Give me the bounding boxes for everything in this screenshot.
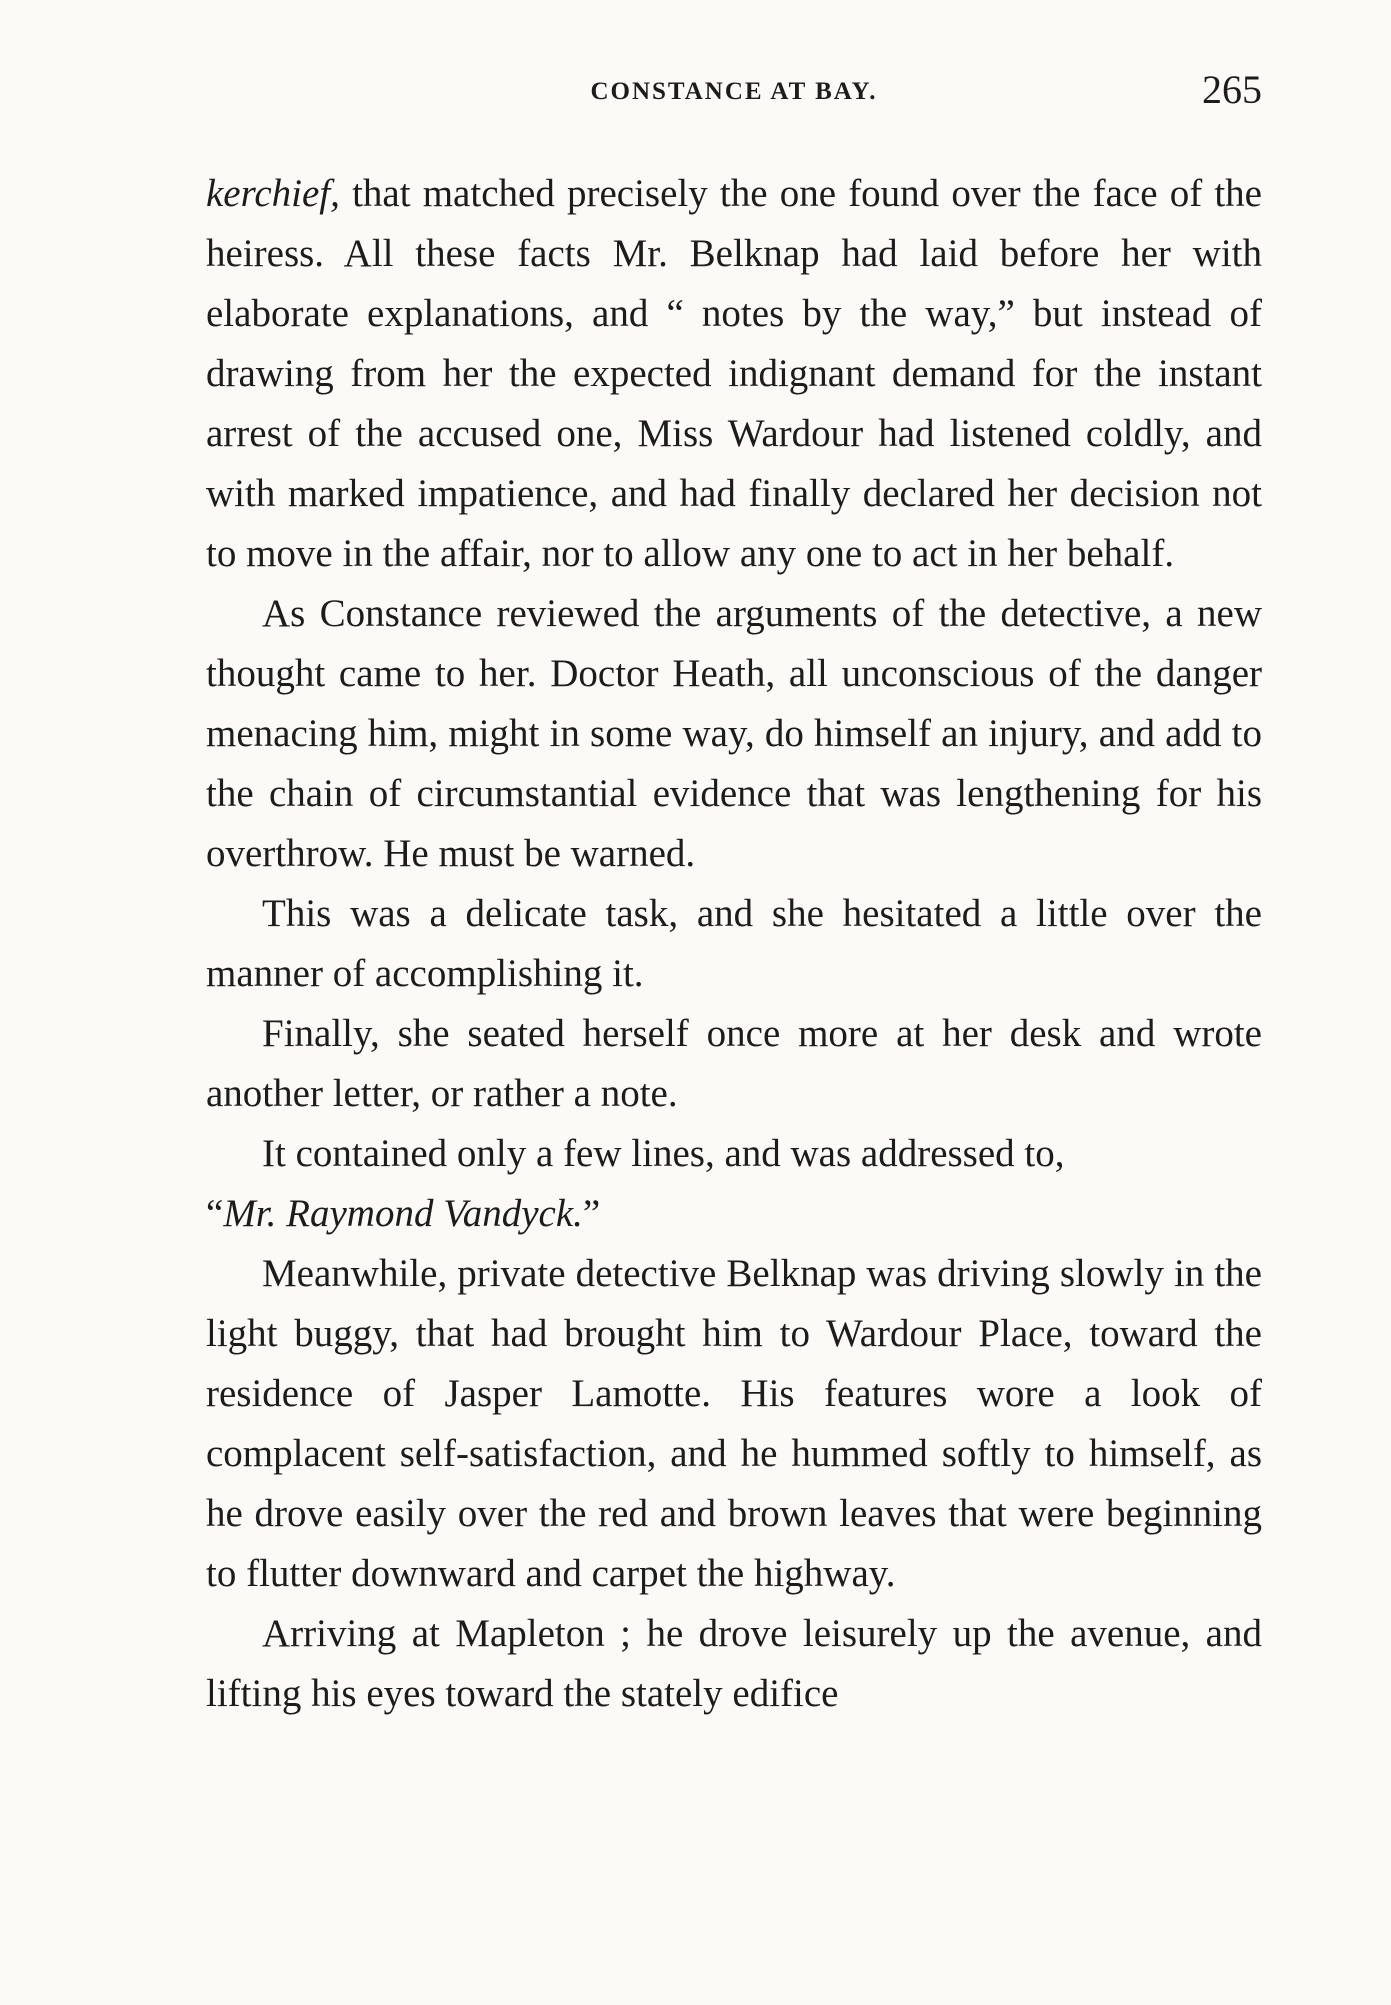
- open-quote: “: [206, 1192, 224, 1235]
- addressee-name: Mr. Raymond Vandyck.: [223, 1192, 583, 1235]
- paragraph-6: [206, 1244, 1262, 1604]
- book-page: [206, 62, 1262, 1724]
- paragraph-2: [206, 584, 1262, 884]
- paragraph-text: As Constance reviewed the arguments of the detective, a new thought came to her. Doctor Heath, all unconscious of the danger menacing him, might in some way, do himself an injury, and add to the chain of circumstantial evidence that was lengthening for his overthrow. He must be warned.: [206, 592, 1262, 875]
- close-quote: ”: [582, 1192, 601, 1235]
- running-title: CONSTANCE AT BAY.: [590, 78, 878, 105]
- paragraph-5: [206, 1124, 1262, 1244]
- italic-word: kerchief,: [206, 172, 340, 215]
- body-text: [206, 164, 1262, 1724]
- paragraph-7: [206, 1604, 1262, 1724]
- paragraph-1: [206, 164, 1262, 584]
- running-head: [206, 62, 1262, 122]
- paragraph-text: Meanwhile, private detective Belknap was driving slowly in the light buggy, that had brought him to Wardour Place, toward the residence of Jasper Lamotte. His features wore a look of complacent self-satisfaction, and he hummed softly to himself, as he drove easily over the red and brown leaves that were beginning to flutter downward and carpet the highway.: [206, 1252, 1262, 1595]
- paragraph-text: that matched precisely the one found over the face of the heiress. All these facts Mr. Belknap had laid before her with elaborate explanations, and “ notes by the way,” but instead of drawing from her the expected indignant demand for the instant arrest of the accused one, Miss Wardour had listened coldly, and with marked impatience, and had finally declared her decision not to move in the affair, nor to allow any one to act in her behalf.: [206, 172, 1262, 575]
- paragraph-text: Finally, she seated herself once more at her desk and wrote another letter, or rather a note.: [206, 1012, 1262, 1115]
- paragraph-text: Arriving at Mapleton ; he drove leisurely up the avenue, and lifting his eyes toward the stately edifice: [206, 1612, 1262, 1715]
- page-number: 265: [1202, 67, 1262, 112]
- paragraph-text: It contained only a few lines, and was addressed to,: [262, 1132, 1065, 1175]
- paragraph-text: This was a delicate task, and she hesitated a little over the manner of accomplishing it.: [206, 892, 1262, 995]
- paragraph-3: [206, 884, 1262, 1004]
- paragraph-4: [206, 1004, 1262, 1124]
